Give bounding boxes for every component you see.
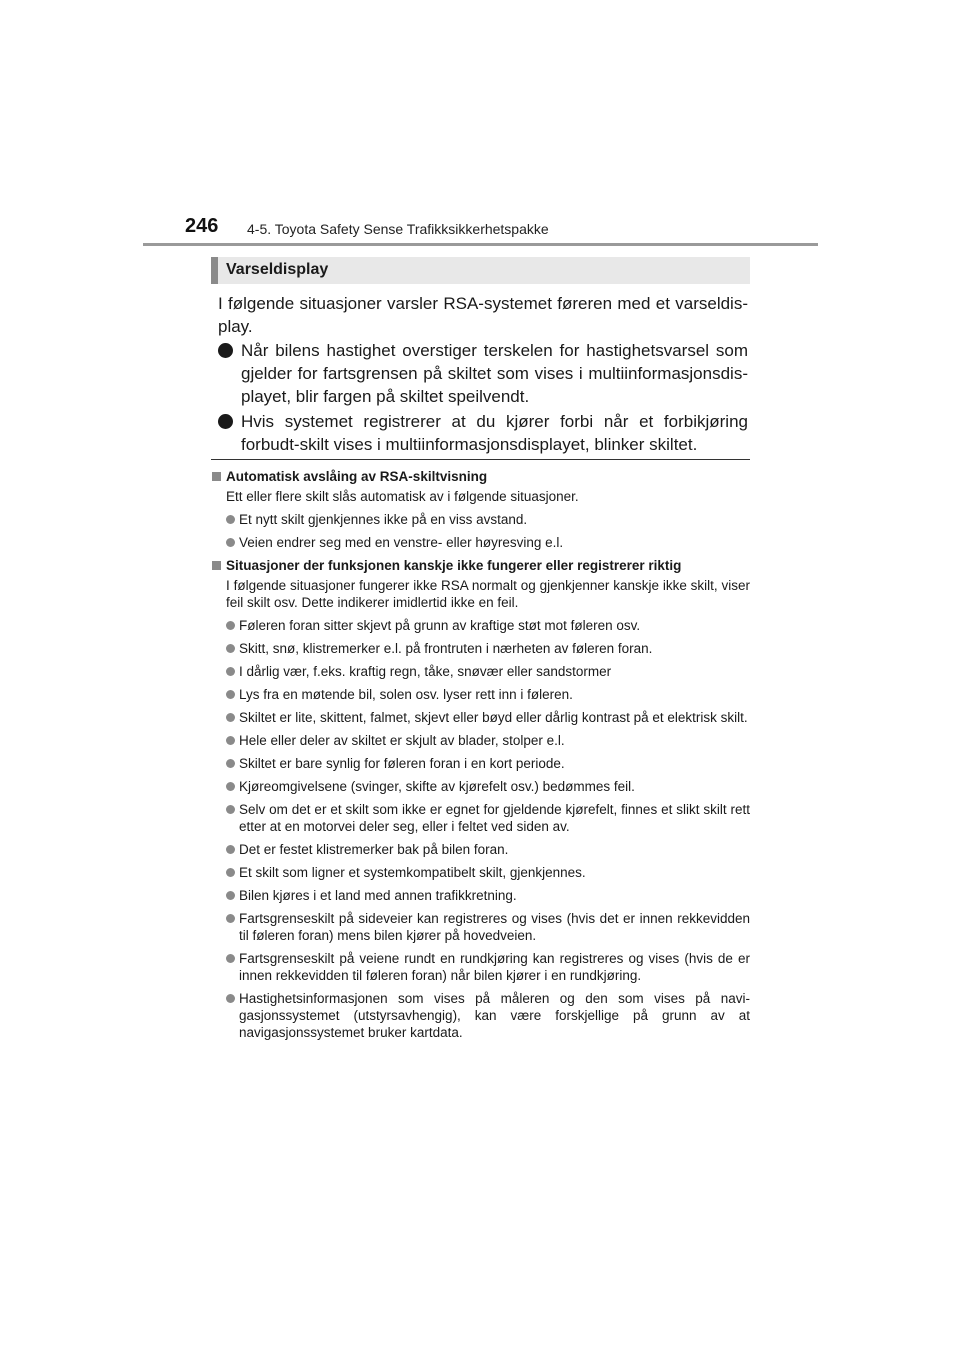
list-item: Skiltet er lite, skittent, falmet, skjevt eller bøyd eller dårlig kontrast på et elektrisk skilt. [211, 709, 750, 726]
list-item: Bilen kjøres i et land med annen trafikkretning. [211, 887, 750, 904]
list-item: Hele eller deler av skiltet er skjult av blader, stolper e.l. [211, 732, 750, 749]
notes-block [211, 466, 750, 1041]
section-title-bar [211, 257, 750, 284]
square-bullet-icon [212, 472, 221, 481]
bullet-icon [226, 914, 235, 923]
note-body: Ett eller flere skilt slås automatisk av i følgende situasjoner. [226, 489, 579, 504]
bullet-icon [226, 736, 235, 745]
bullet-icon [226, 667, 235, 676]
list-item: Kjøreomgivelsene (svinger, skifte av kjørefelt osv.) bedømmes feil. [211, 778, 750, 795]
note-heading: Situasjoner der funksjonen kanskje ikke fungerer eller registrerer riktig [211, 557, 750, 574]
bullet-icon [226, 954, 235, 963]
section-marker [211, 257, 218, 284]
bullet-icon [226, 891, 235, 900]
list-item-text: Hvis systemet registrerer at du kjører forbi når et forbikjøring forbudt-skilt vises i multiinformasjonsdisplayet, blinker skiltet. [241, 412, 748, 454]
bullet-icon [218, 343, 233, 358]
bullet-icon [226, 690, 235, 699]
list-item: Føleren foran sitter skjevt på grunn av kraftige støt mot føleren osv. [211, 617, 750, 634]
list-item: Fartsgrenseskilt på veiene rundt en rundkjøring kan registreres og vises (hvis de er innen rekkevidden til føleren foran) når bilen kjører i en rundkjøring. [211, 950, 750, 984]
list-item-text: Når bilens hastighet overstiger terskelen for hastighetsvarsel som gjelder for fartsgrensen på skiltet som vises i multiinformasjonsdis-playet, blir fargen på skiltet speilvendt. [241, 341, 748, 406]
square-bullet-icon [212, 561, 221, 570]
bullet-icon [226, 621, 235, 630]
bullet-icon [226, 538, 235, 547]
note-body: I følgende situasjoner fungerer ikke RSA normalt og gjenkjenner kanskje ikke skilt, viser feil skilt osv. Dette indikerer imidlertid ikke en feil. [226, 578, 750, 610]
bullet-icon [226, 805, 235, 814]
header-rule [143, 243, 818, 246]
list-item: I dårlig vær, f.eks. kraftig regn, tåke, snøvær eller sandstormer [211, 663, 750, 680]
section-intro: I følgende situasjoner varsler RSA-systemet føreren med et varseldis-play. [218, 294, 748, 336]
bullet-icon [218, 414, 233, 429]
bullet-icon [226, 782, 235, 791]
bullet-icon [226, 759, 235, 768]
bullet-icon [226, 713, 235, 722]
list-item: Skiltet er bare synlig for føleren foran i en kort periode. [211, 755, 750, 772]
warning-list [218, 339, 748, 458]
list-item: Fartsgrenseskilt på sideveier kan registreres og vises (hvis det er innen rekkevidden til føleren foran) mens bilen kjører på hovedveien. [211, 910, 750, 944]
note-heading: Automatisk avslåing av RSA-skiltvisning [211, 468, 750, 485]
list-item: Det er festet klistremerker bak på bilen foran. [211, 841, 750, 858]
list-item: Veien endrer seg med en venstre- eller høyresving e.l. [211, 534, 750, 551]
list-item: Et skilt som ligner et systemkompatibelt skilt, gjenkjennes. [211, 864, 750, 881]
bullet-icon [226, 868, 235, 877]
bullet-icon [226, 845, 235, 854]
chapter-title: 4-5. Toyota Safety Sense Trafikksikkerhetspakke [247, 221, 549, 237]
bullet-icon [226, 644, 235, 653]
page-header [143, 214, 818, 246]
section-divider [211, 459, 750, 460]
list-item [218, 339, 748, 408]
page-number: 246 [185, 215, 219, 237]
section-title: Varseldisplay [226, 261, 329, 278]
list-item: Selv om det er et skilt som ikke er egnet for gjeldende kjørefelt, finnes et slikt skilt rett etter at en motorvei deler seg, eller i feltet ved siden av. [211, 801, 750, 835]
bullet-icon [226, 515, 235, 524]
list-item: Hastighetsinformasjonen som vises på måleren og den som vises på navi-gasjonssystemet (utstyrsavhengig), kan være forskjellige på grunn av at navigasjonssystemet bruker kartdata. [211, 990, 750, 1041]
list-item: Lys fra en møtende bil, solen osv. lyser rett inn i føleren. [211, 686, 750, 703]
list-item [218, 410, 748, 456]
list-item: Skitt, snø, klistremerker e.l. på frontruten i nærheten av føleren foran. [211, 640, 750, 657]
list-item: Et nytt skilt gjenkjennes ikke på en viss avstand. [211, 511, 750, 528]
bullet-icon [226, 994, 235, 1003]
